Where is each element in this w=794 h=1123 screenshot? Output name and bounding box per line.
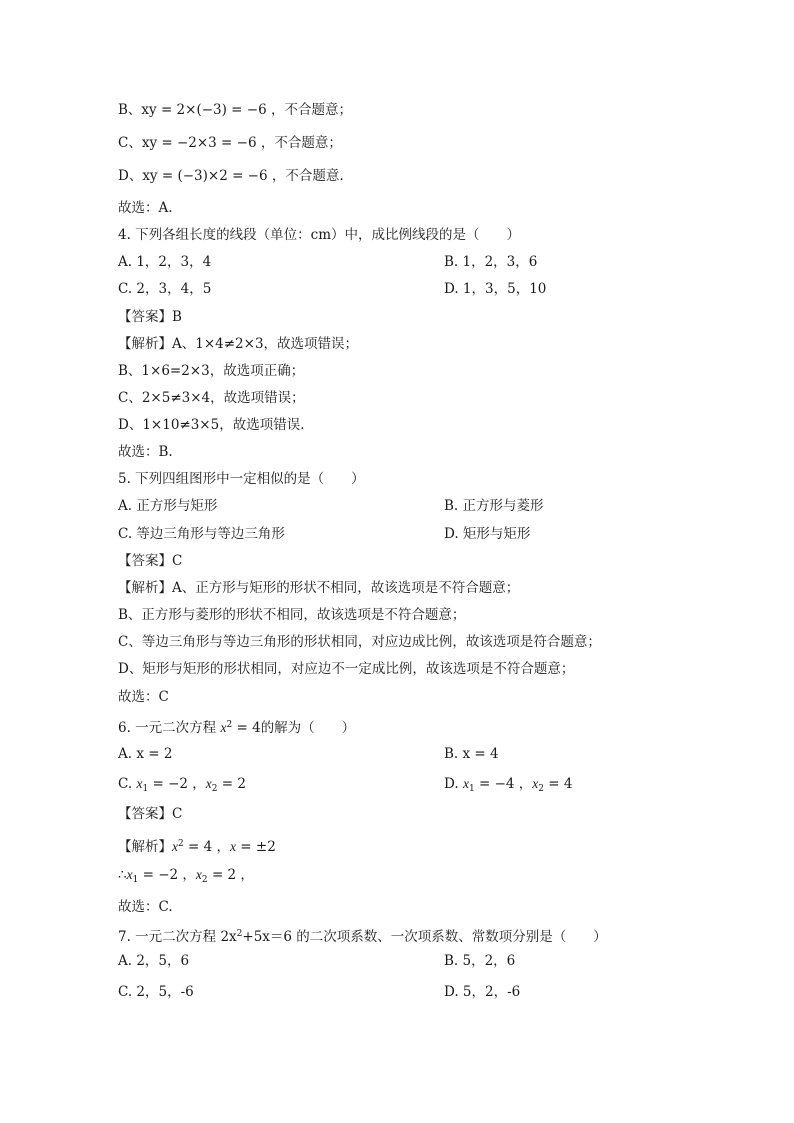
q6-an-mid: = 4 ， (183, 839, 231, 855)
q6-eq-var: x (220, 720, 227, 735)
q4-answer: 【答案】B (118, 309, 182, 325)
q5-option-d: D. 矩形与矩形 (444, 526, 531, 542)
q6-an-label: 【解析】 (118, 839, 172, 855)
question-7 (118, 925, 607, 946)
previous-choice: 故选：A. (118, 200, 173, 216)
q7-option-a: A. 2，5，6 (118, 953, 190, 969)
q5-analysis-2: B、正方形与菱形的形状不相同，故该选项是不符合题意； (118, 607, 466, 623)
therefore-symbol: ∴ (118, 867, 127, 883)
q7-option-b: B. 5，2，6 (444, 953, 516, 969)
q6-c-sub2: 2 (211, 784, 218, 794)
q6-d-sub1: 1 (468, 784, 475, 794)
q5-option-c: C. 等边三角形与等边三角形 (118, 526, 285, 542)
q6-c-end: = 2 (217, 776, 246, 792)
q7-exp: 2 (236, 929, 243, 939)
q6-an-x: x (172, 839, 178, 854)
q6-option-b: B. x = 4 (444, 746, 499, 762)
q6-c-x1: x (136, 776, 143, 791)
q6-analysis-2 (118, 866, 254, 889)
q4-analysis-2: B、1×6=2×3，故选项正确； (118, 363, 305, 379)
q6-d-mid: = −4 ， (474, 776, 533, 792)
option-d-analysis: D、xy = (−3)×2 = −6 ，不合题意. (118, 168, 344, 184)
q5-choice: 故选：C (118, 689, 169, 705)
q6-d-end: = 4 (544, 776, 573, 792)
question-5: 5. 下列四组图形中一定相似的是（ ） (118, 471, 365, 487)
q4-option-b: B. 1，2，3，6 (444, 254, 538, 270)
q4-analysis-4: D、1×10≠3×5，故选项错误. (118, 417, 305, 433)
q6-an2-mid: = −2 ， (138, 867, 196, 883)
q6-option-d (444, 775, 572, 798)
q6-an2-x1: x (126, 867, 133, 882)
q6-suffix: 的解为（ ） (260, 720, 356, 736)
q6-an2-x2: x (195, 867, 202, 882)
q5-analysis-4: D、矩形与矩形的形状相同，对应边不一定成比例，故该选项是不符合题意； (118, 661, 575, 677)
q6-an2-sub2: 2 (201, 875, 208, 885)
q7-option-c: C. 2，5，-6 (118, 984, 194, 1000)
q6-an-x2: x (230, 839, 237, 854)
q5-analysis-1: 【解析】A、正方形与矩形的形状不相同，故该选项是不符合题意； (118, 580, 520, 596)
q5-answer: 【答案】C (118, 553, 183, 569)
q6-c-sub1: 1 (142, 784, 149, 794)
q6-an2-sub1: 1 (132, 875, 139, 885)
q6-d-x2: x (532, 776, 539, 791)
q6-answer: 【答案】C (118, 806, 183, 822)
q5-option-b: B. 正方形与菱形 (444, 498, 544, 514)
q6-prefix: 6. 一元二次方程 (118, 720, 217, 736)
q4-option-c: C. 2，3，4，5 (118, 281, 212, 297)
q6-an2-end: = 2 ， (207, 867, 254, 883)
q4-analysis-3: C、2×5≠3×4，故选项错误； (118, 390, 305, 406)
q6-an-exp: 2 (178, 839, 184, 849)
q6-option-a: A. x = 2 (118, 746, 173, 762)
q4-analysis-1: 【解析】A、1×4≠2×3，故选项错误； (118, 336, 359, 352)
q6-choice: 故选：C. (118, 899, 173, 915)
option-c-analysis: C、xy = −2×3 = −6 ，不合题意； (118, 135, 342, 151)
q4-option-d: D. 1，3，5，10 (444, 281, 547, 297)
q6-analysis-1 (118, 835, 276, 856)
q6-an-end: = ±2 (236, 839, 276, 855)
q6-c-x2: x (205, 776, 212, 791)
q6-c-label: C. (118, 776, 137, 792)
q6-d-x1: x (462, 776, 469, 791)
q7-pre: 7. 一元二次方程 2x (118, 929, 237, 945)
q4-choice: 故选：B. (118, 444, 173, 460)
question-6 (118, 716, 355, 737)
q7-post: +5x＝6 的二次项系数、一次项系数、常数项分别是（ ） (242, 929, 607, 945)
q6-eq-exp: 2 (226, 720, 233, 730)
q5-analysis-3: C、等边三角形与等边三角形的形状相同，对应边成比例，故该选项是符合题意； (118, 634, 601, 650)
q4-option-a: A. 1，2，3，4 (118, 254, 212, 270)
q6-eq-rhs: = 4 (232, 720, 261, 736)
q6-option-c (118, 775, 246, 798)
q5-option-a: A. 正方形与矩形 (118, 498, 218, 514)
q7-option-d: D. 5，2，-6 (444, 984, 521, 1000)
q6-d-label: D. (444, 776, 463, 792)
option-b-analysis: B、xy = 2×(−3) = −6 ，不合题意； (118, 102, 352, 118)
question-4: 4. 下列各组长度的线段（单位：cm）中，成比例线段的是（ ） (118, 227, 521, 243)
q6-d-sub2: 2 (538, 784, 544, 794)
q6-c-mid: = −2 ， (148, 776, 206, 792)
